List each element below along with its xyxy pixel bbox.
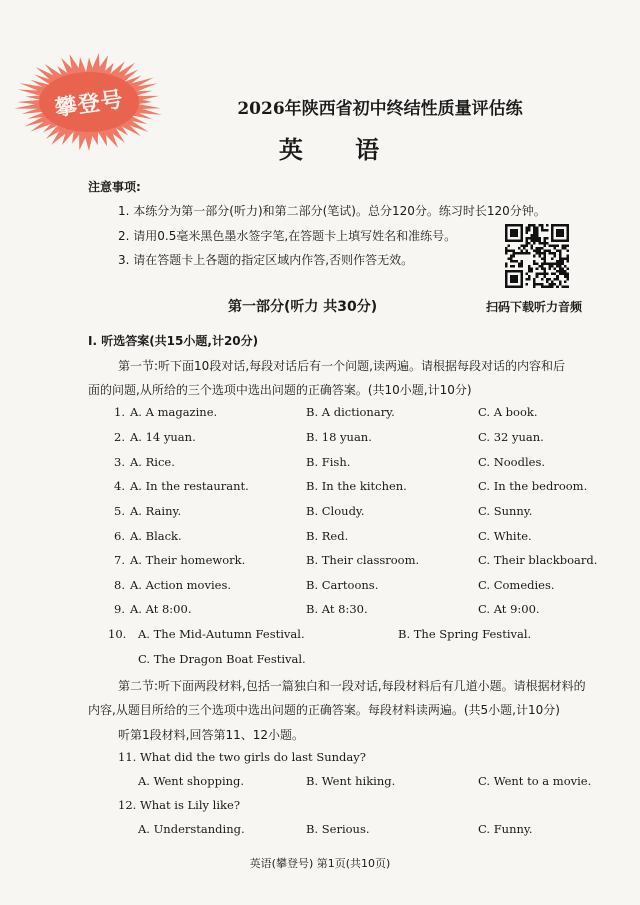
option-b: B. Went hiking. [306, 774, 396, 788]
page-footer: 英语(攀登号) 第1页(共10页) [249, 857, 391, 870]
option-a: A. At 8:00. [130, 602, 192, 616]
exam-title: 2026年陕西省初中终结性质量评估练 [237, 99, 523, 119]
option-a: A. In the restaurant. [130, 479, 249, 493]
option-b: B. Fish. [306, 455, 351, 469]
question-stem: 12. What is Lily like? [118, 798, 240, 812]
question-number: 2. [114, 430, 125, 444]
seal-text: 攀登号 [53, 86, 126, 122]
section1-intro-1: 第一节:听下面10段对话,每段对话后有一个问题,读两遍。请根据每段对话的内容和后 [118, 359, 565, 373]
option-a: A. Black. [130, 529, 182, 543]
option-b: B. Their classroom. [306, 553, 420, 567]
option-b: B. A dictionary. [306, 405, 395, 419]
option-a: A. Their homework. [130, 553, 246, 567]
exam-subject: 英 语 [278, 135, 402, 164]
option-a: A. Rice. [130, 455, 175, 469]
option-b: B. Cloudy. [306, 504, 365, 518]
option-a: A. Went shopping. [138, 774, 245, 788]
option-c: C. Sunny. [478, 504, 533, 518]
question-number: 6. [114, 529, 125, 543]
qr-caption: 扫码下载听力音频 [486, 300, 583, 314]
option-c: C. At 9:00. [478, 602, 540, 616]
option-c: C. Comedies. [478, 578, 555, 592]
question-number: 7. [114, 553, 125, 567]
option-a: A. Understanding. [138, 822, 245, 836]
question-number: 10. [108, 627, 127, 641]
material1-instruction: 听第1段材料,回答第11、12小题。 [118, 728, 304, 742]
part1-title: 第一部分(听力 共30分) [228, 299, 378, 315]
question-number: 1. [114, 405, 125, 419]
option-c: C. White. [478, 529, 532, 543]
option-b: B. 18 yuan. [306, 430, 372, 444]
option-b: B. Cartoons. [306, 578, 379, 592]
question-number: 5. [114, 504, 125, 518]
option-a: A. The Mid-Autumn Festival. [138, 627, 305, 641]
question-number: 8. [114, 578, 125, 592]
option-a: A. A magazine. [130, 405, 218, 419]
option-c: C. A book. [478, 405, 538, 419]
option-b: B. Serious. [306, 822, 370, 836]
option-b: B. The Spring Festival. [398, 627, 532, 641]
option-c: C. Funny. [478, 822, 533, 836]
section1-intro-2: 面的问题,从所给的三个选项中选出问题的正确答案。(共10小题,计10分) [88, 383, 472, 397]
option-b: B. In the kitchen. [306, 479, 407, 493]
section2-intro-2: 内容,从题目所给的三个选项中选出问题的正确答案。每段材料读两遍。(共5小题,计10分) [88, 703, 560, 717]
option-a: A. Rainy. [130, 504, 182, 518]
option-b: B. Red. [306, 529, 349, 543]
question-stem: 11. What did the two girls do last Sunday? [118, 750, 366, 764]
qr-code[interactable] [505, 224, 569, 288]
question-number: 4. [114, 479, 125, 493]
notice-item-2: 2. 请用0.5毫米黑色墨水签字笔,在答题卡上填写姓名和准练号。 [118, 229, 457, 243]
section2-intro-1: 第二节:听下面两段材料,包括一篇独白和一段对话,每段材料后有几道小题。请根据材料的 [118, 679, 586, 693]
section1-heading: Ⅰ. 听选答案(共15小题,计20分) [88, 334, 259, 348]
option-c: C. The Dragon Boat Festival. [138, 652, 306, 666]
question-number: 9. [114, 602, 125, 616]
notice-heading: 注意事项: [88, 180, 141, 194]
option-c: C. Noodles. [478, 455, 546, 469]
option-a: A. Action movies. [130, 578, 232, 592]
option-c: C. 32 yuan. [478, 430, 544, 444]
option-c: C. Went to a movie. [478, 774, 592, 788]
question-number: 3. [114, 455, 125, 469]
option-b: B. At 8:30. [306, 602, 368, 616]
option-a: A. 14 yuan. [130, 430, 196, 444]
notice-item-3: 3. 请在答题卡上各题的指定区域内作答,否则作答无效。 [118, 253, 414, 267]
notice-item-1: 1. 本练分为第一部分(听力)和第二部分(笔试)。总分120分。练习时长120分钟。 [118, 204, 546, 218]
option-c: C. In the bedroom. [478, 479, 588, 493]
option-c: C. Their blackboard. [478, 553, 598, 567]
